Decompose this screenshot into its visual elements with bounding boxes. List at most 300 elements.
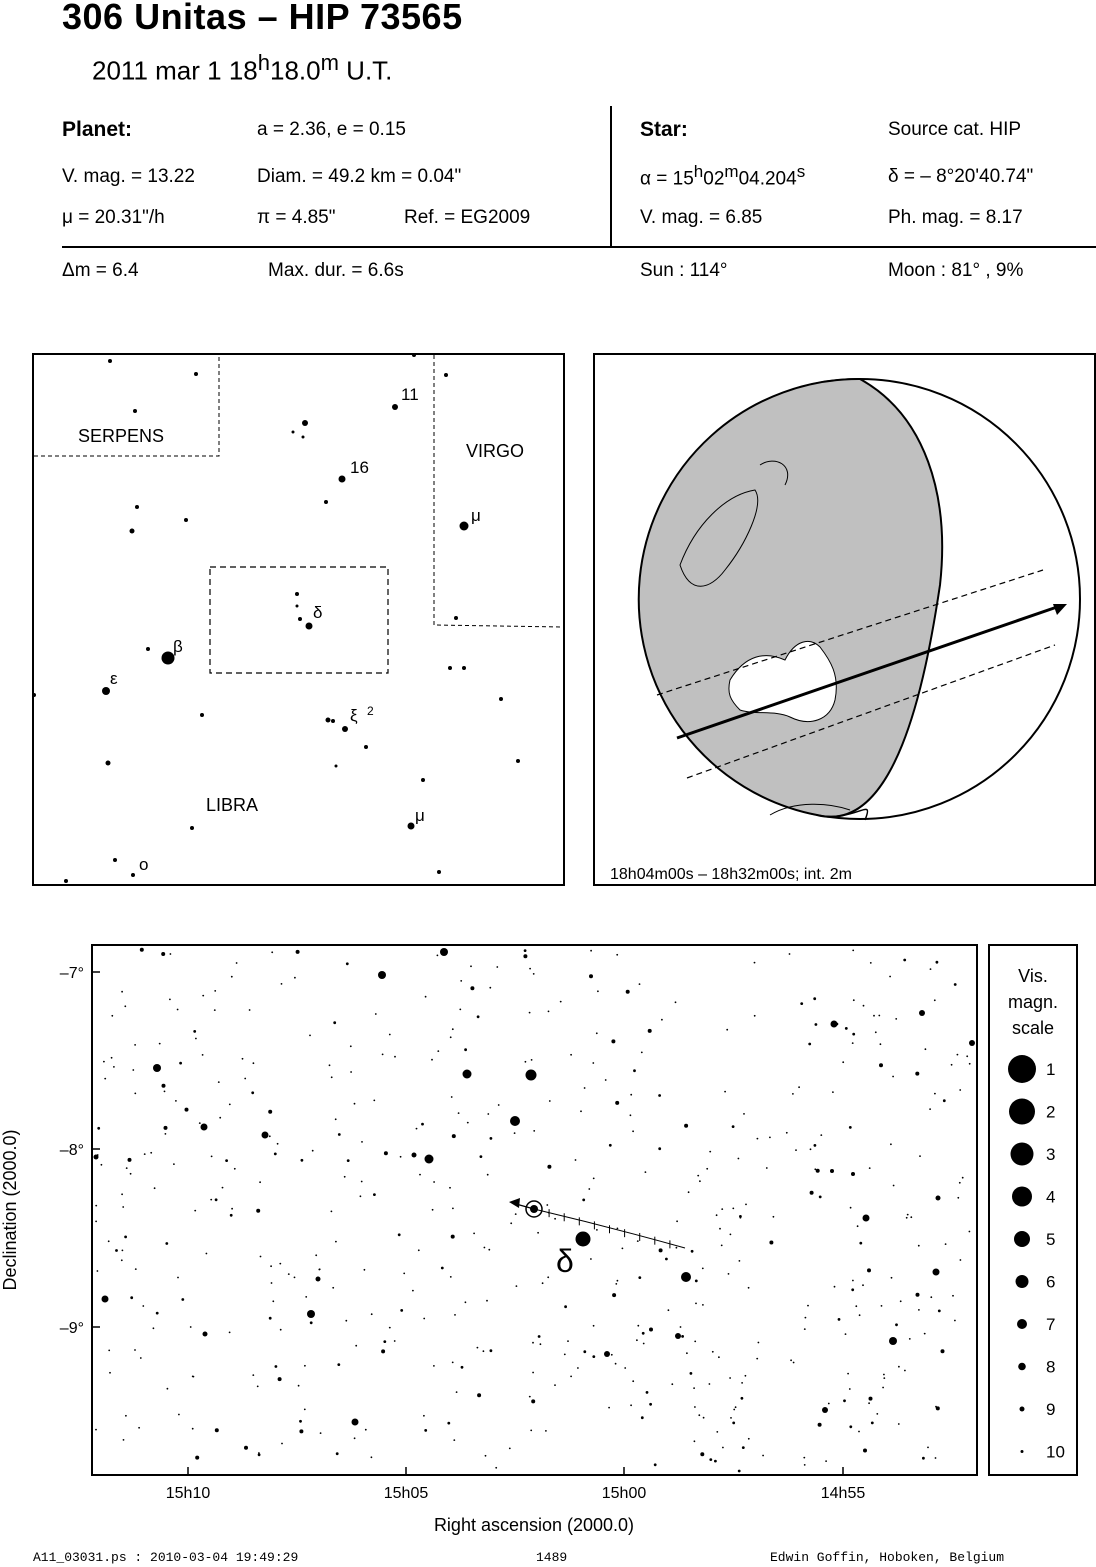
star [234,1168,236,1170]
star [957,1197,959,1199]
star [803,1457,805,1459]
star [423,1415,425,1417]
star [810,1148,812,1150]
star [617,1280,619,1282]
star [741,1382,743,1384]
star [804,1464,806,1466]
star [144,1153,146,1155]
star [454,616,458,620]
star [294,977,296,979]
star [236,962,238,964]
star [124,1236,127,1239]
star [684,1124,688,1128]
star [484,1247,486,1249]
star [270,1265,272,1267]
star [355,1345,357,1347]
star [447,1422,450,1425]
star [131,873,135,877]
star [364,745,368,749]
star [847,1373,849,1375]
star [121,1259,123,1261]
star [175,1100,177,1102]
star [437,870,441,874]
star [361,1141,363,1143]
star [615,1283,617,1285]
star [272,1300,274,1302]
star [259,1181,261,1183]
star [916,1293,920,1297]
star [903,959,906,962]
star [403,1273,405,1275]
star-source: Source cat. HIP [888,119,1022,140]
star [808,1043,811,1046]
star [869,1167,871,1169]
star [433,1181,435,1183]
star [695,1303,697,1305]
star [292,431,295,434]
star [622,1248,624,1250]
star [789,953,791,955]
star [425,1155,434,1164]
star [260,1256,262,1258]
star [252,1374,254,1376]
star [738,1158,740,1160]
star [162,1084,166,1088]
star [296,950,300,954]
star [344,1176,346,1178]
star [609,1144,612,1147]
star [769,1241,773,1245]
star [545,1430,547,1432]
star [590,950,592,952]
star [596,1229,598,1231]
star [179,1062,182,1065]
star [440,948,448,956]
star [580,1110,582,1112]
star [960,1259,962,1261]
star [597,990,599,992]
star [531,1399,535,1403]
star [487,1113,489,1115]
star [875,1031,877,1033]
star [850,1207,852,1209]
star [423,1318,425,1320]
star [108,359,112,363]
star [408,823,415,830]
star [871,1422,874,1425]
scale-label: 8 [1046,1357,1056,1377]
star [416,1128,418,1130]
star [654,1463,657,1466]
star [102,687,110,695]
star [206,1253,208,1255]
star [450,1276,452,1278]
star [706,1168,708,1170]
star [473,1233,475,1235]
label-mu-libra: μ [415,806,425,825]
star [451,1235,455,1239]
star [648,1029,652,1033]
star [161,952,165,956]
scale-dot [1008,1055,1036,1083]
star [547,1165,551,1169]
star [490,1349,493,1352]
star [661,1019,663,1021]
star [126,1167,128,1169]
star [153,1327,155,1329]
scale-dot [1014,1231,1030,1247]
star [904,1370,906,1372]
star [919,1155,921,1157]
star [109,1372,111,1374]
star [681,1335,684,1338]
star [529,1012,531,1014]
star [412,355,416,357]
star [863,1449,867,1453]
scale-dot [1009,1099,1035,1125]
star [64,879,68,883]
star [671,1383,673,1385]
star [312,1150,314,1152]
target-star-label: δ [556,1243,574,1279]
star [150,1152,152,1154]
star [480,1155,483,1158]
star-dec: δ = – 8°20'40.74" [888,166,1034,187]
star [222,1187,224,1189]
page-title: 306 Unitas – HIP 73565 [62,0,463,37]
star [460,980,462,982]
star [907,1214,909,1216]
star [274,1153,277,1156]
star [729,1377,731,1379]
star [106,761,111,766]
star [933,1269,940,1276]
star [879,1063,883,1067]
star [709,1151,711,1153]
star [190,1326,192,1328]
star [177,1277,179,1279]
star [592,1062,594,1064]
star [354,1103,356,1105]
star [721,1208,723,1210]
star [756,1358,758,1360]
star [165,1133,167,1135]
star [516,1285,518,1287]
star [133,409,137,413]
star [738,1470,741,1473]
star [324,500,328,504]
star [852,950,854,952]
x-tick-label: 15h00 [601,1485,647,1502]
star [489,987,491,989]
star [867,1268,871,1272]
scale-title-1: Vis. [1018,966,1048,986]
star [589,974,593,978]
star [332,1287,334,1289]
star [786,1132,788,1134]
star [906,1217,908,1219]
star [202,1054,204,1056]
star [632,1380,634,1382]
star [863,1215,870,1222]
star [645,1171,647,1173]
star [389,1034,391,1036]
star [194,372,198,376]
star [895,1323,898,1326]
planet-parallax: π = 4.85" [257,207,336,228]
star [268,1110,272,1114]
star [825,1460,827,1462]
star [258,1452,260,1454]
star [769,1137,771,1139]
star [498,1104,500,1106]
star [229,1104,231,1106]
scale-label: 6 [1046,1272,1056,1292]
star [695,1280,698,1283]
star [373,1193,376,1196]
scale-title-3: scale [1011,1018,1055,1038]
star [375,1013,377,1015]
star [649,1403,652,1406]
star [754,1015,756,1017]
star [130,529,135,534]
star [728,1273,730,1275]
star [709,1458,712,1461]
detail-chart [0,935,1096,1535]
scale-label: 3 [1046,1145,1056,1164]
star [432,1209,434,1211]
star [742,1446,745,1449]
star [882,1387,884,1389]
star [271,951,273,953]
star [814,1144,817,1147]
scale-label: 9 [1046,1400,1056,1419]
star [849,1425,852,1428]
star [173,1163,175,1165]
star [930,968,932,970]
star [676,1220,678,1222]
star [851,1288,854,1291]
star [936,961,939,964]
star [560,1001,562,1003]
star [452,1362,454,1364]
star [639,983,641,985]
star [845,1333,847,1335]
star [547,1276,549,1278]
star [461,1366,464,1369]
star [515,1213,517,1215]
star [329,1064,331,1066]
event-time: 2011 mar 1 18$^h$18.0$^m$ U.T. [92,50,393,86]
star [724,1091,726,1093]
star [275,1365,278,1368]
star [869,1397,873,1401]
star [952,1295,954,1297]
scale-dot [1016,1275,1029,1288]
star [251,1091,254,1094]
star [326,718,331,723]
star [526,1070,537,1081]
star [164,1091,166,1093]
star [121,1193,123,1195]
star [805,1317,807,1319]
star [146,647,150,651]
star [302,420,308,426]
star [418,1249,420,1251]
star [611,1354,613,1356]
star [900,1300,902,1302]
star [694,1406,696,1408]
star [694,1341,696,1343]
star [852,1033,855,1036]
star [642,1332,645,1335]
star [693,1387,695,1389]
star [383,1340,386,1343]
star [165,1242,168,1245]
star [815,1023,818,1026]
star [215,1428,219,1432]
star [463,1070,472,1079]
star [214,1009,216,1011]
star [876,1413,878,1415]
star [758,1342,760,1344]
star [523,954,527,958]
star [230,1214,233,1217]
star [412,1153,417,1158]
star [294,1277,296,1279]
star [115,1249,118,1252]
star [101,1164,103,1166]
star [822,1407,828,1413]
star [820,1134,822,1136]
planet-reference: Ref. = EG2009 [404,207,531,228]
vertical-divider [610,106,612,248]
star [156,1312,159,1315]
star [604,1351,610,1357]
star [306,623,313,630]
star [851,1172,855,1176]
star [732,1125,735,1128]
horizontal-divider [62,246,1096,248]
star [524,949,527,952]
star [262,1132,269,1139]
star [338,1133,341,1136]
star [739,1215,742,1218]
star [889,976,891,978]
star [676,1247,678,1249]
star [192,1376,194,1378]
star [719,1228,721,1230]
star [852,1042,854,1044]
label-serpens: SERPENS [78,426,165,446]
star [700,1452,704,1456]
star [790,1359,792,1361]
star [859,1242,862,1245]
star [745,1204,747,1206]
star [510,1222,512,1224]
star [456,1391,458,1393]
star [121,991,123,993]
scale-svg [990,946,1076,1474]
star [202,995,204,997]
star [360,1195,362,1197]
star [437,1050,439,1052]
star [935,1457,937,1459]
star [730,1234,732,1236]
star [730,1417,732,1419]
star [529,968,531,970]
star [467,1122,469,1124]
star [531,1059,533,1061]
star [542,1282,544,1284]
star [694,1440,696,1442]
star [836,1023,839,1026]
star [514,1132,516,1134]
star-vmag: V. mag. = 6.85 [640,207,763,228]
star [459,1009,461,1011]
star [881,1305,883,1307]
star [716,1214,718,1216]
star [130,1173,132,1175]
scale-label: 5 [1046,1230,1056,1249]
star [878,1015,880,1017]
star [431,1059,433,1061]
star [890,1143,892,1145]
star [828,1403,830,1405]
star [849,1126,852,1129]
star [830,1169,834,1173]
star [350,1045,352,1047]
label-mu-virgo: μ [471,506,481,525]
star [159,1043,161,1045]
star [485,1455,487,1457]
star [244,1446,248,1450]
star [930,1296,932,1298]
star [938,1310,941,1313]
star [458,1112,460,1114]
star [178,1414,180,1416]
star [315,1254,317,1256]
star [128,1158,132,1162]
star [525,1061,527,1063]
boundary-virgo [434,355,563,627]
star [337,1363,340,1366]
label-xi-index: 2 [367,704,374,718]
star [310,1321,313,1324]
scale-dot [1011,1143,1034,1166]
star [596,1032,598,1034]
star [540,1343,542,1345]
star [732,1422,735,1425]
label-16: 16 [350,458,369,477]
star [590,1258,592,1260]
star [421,778,425,782]
y-tick-label: –9° [59,1320,84,1337]
star [548,1011,550,1013]
y-tick-label: –8° [59,1142,84,1159]
star [111,1015,113,1017]
star [460,522,469,531]
star [195,1038,197,1040]
star [509,1448,511,1450]
star-heading: Star: [640,118,688,141]
star [702,1268,704,1270]
star [103,1061,105,1063]
star [299,1429,303,1433]
finder-chart-svg [34,355,563,884]
star [281,1443,283,1445]
star [382,1054,384,1056]
